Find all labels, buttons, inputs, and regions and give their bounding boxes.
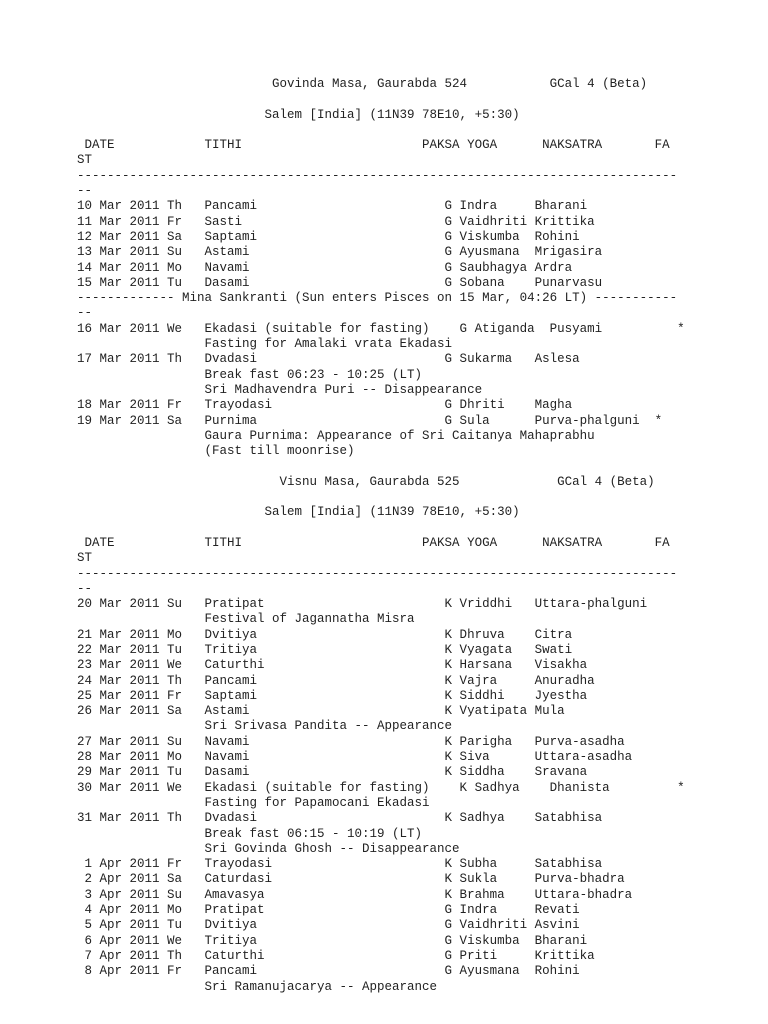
text-line [77,123,685,138]
text-line: 16 Mar 2011 We Ekadasi (suitable for fasting) G Atiganda Pusyami * [77,321,685,336]
text-line: 2 Apr 2011 Sa Caturdasi K Sukla Purva-bhadra [77,872,625,887]
text-line: -- [77,306,93,321]
text-line [77,521,685,536]
text-line: 22 Mar 2011 Tu Tritiya K Vyagata Swati [77,642,573,657]
text-line: 13 Mar 2011 Su Astami G Ayusmana Mrigasira [77,245,603,260]
text-line: Sri Madhavendra Puri -- Disappearance [77,382,483,397]
text-line: 24 Mar 2011 Th Pancami K Vajra Anuradha [77,673,595,688]
text-line: Gaura Purnima: Appearance of Sri Caitanya Mahaprabhu [77,428,595,443]
text-line: 20 Mar 2011 Su Pratipat K Vriddhi Uttara-phalguni [77,597,648,612]
text-line: Sri Govinda Ghosh -- Disappearance [77,841,460,856]
text-line: 19 Mar 2011 Sa Purnima G Sula Purva-phalguni * [77,413,663,428]
text-line: DATE TITHI PAKSA YOGA NAKSATRA FA [77,535,670,550]
text-line: 29 Mar 2011 Tu Dasami K Siddha Sravana [77,765,588,780]
text-line: 3 Apr 2011 Su Amavasya K Brahma Uttara-bhadra [77,887,633,902]
text-line: 6 Apr 2011 We Tritiya G Viskumba Bharani [77,933,588,948]
text-line: Break fast 06:23 - 10:25 (LT) [77,367,423,382]
text-line: Visnu Masa, Gaurabda 525 GCal 4 (Beta) [77,474,655,489]
text-line: -- [77,184,93,199]
text-line: 27 Mar 2011 Su Navami K Parigha Purva-asadha [77,734,625,749]
text-line: Govinda Masa, Gaurabda 524 GCal 4 (Beta) [77,77,648,91]
text-line: 14 Mar 2011 Mo Navami G Saubhagya Ardra [77,260,573,275]
text-line: Break fast 06:15 - 10:19 (LT) [77,826,423,841]
text-line: DATE TITHI PAKSA YOGA NAKSATRA FA [77,138,670,153]
text-line: 28 Mar 2011 Mo Navami K Siva Uttara-asadha [77,750,633,765]
text-line: 15 Mar 2011 Tu Dasami G Sobana Punarvasu [77,275,603,290]
text-line: Festival of Jagannatha Misra [77,612,415,627]
text-line: 18 Mar 2011 Fr Trayodasi G Dhriti Magha [77,398,573,413]
text-line: 11 Mar 2011 Fr Sasti G Vaidhriti Krittika [77,214,595,229]
text-line [77,92,685,107]
text-line: 17 Mar 2011 Th Dvadasi G Sukarma Aslesa [77,352,580,367]
text-line: 31 Mar 2011 Th Dvadasi K Sadhya Satabhisa [77,811,603,826]
text-line: ST [77,153,93,168]
text-line [77,490,685,505]
text-line: Fasting for Amalaki vrata Ekadasi [77,337,453,352]
text-line: 12 Mar 2011 Sa Saptami G Viskumba Rohini [77,229,580,244]
text-line: 7 Apr 2011 Th Caturthi G Priti Krittika [77,948,595,963]
text-line: Salem [India] (11N39 78E10, +5:30) [77,505,520,520]
text-line: Sri Srivasa Pandita -- Appearance [77,719,453,734]
text-line: -- [77,581,93,596]
text-line [77,459,685,474]
text-line: 5 Apr 2011 Tu Dvitiya G Vaidhriti Asvini [77,918,580,933]
text-line: Salem [India] (11N39 78E10, +5:30) [77,107,520,122]
calendar-document [77,77,685,995]
text-line: -------------------------------------------------------------------------------- [77,168,678,183]
text-line: 8 Apr 2011 Fr Pancami G Ayusmana Rohini [77,964,580,979]
text-line: 21 Mar 2011 Mo Dvitiya K Dhruva Citra [77,627,573,642]
text-line: -------------------------------------------------------------------------------- [77,566,678,581]
text-line: ST [77,551,93,566]
text-line: 1 Apr 2011 Fr Trayodasi K Subha Satabhisa [77,857,603,872]
text-line: 25 Mar 2011 Fr Saptami K Siddhi Jyestha [77,688,588,703]
text-line: Sri Ramanujacarya -- Appearance [77,979,438,994]
text-line: 4 Apr 2011 Mo Pratipat G Indra Revati [77,903,580,918]
text-line: 26 Mar 2011 Sa Astami K Vyatipata Mula [77,704,565,719]
text-line: (Fast till moonrise) [77,444,355,459]
text-line: ------------- Mina Sankranti (Sun enters Pisces on 15 Mar, 04:26 LT) ----------- [77,291,678,306]
text-line: 10 Mar 2011 Th Pancami G Indra Bharani [77,199,588,214]
text-line: 23 Mar 2011 We Caturthi K Harsana Visakha [77,658,588,673]
text-line: 30 Mar 2011 We Ekadasi (suitable for fasting) K Sadhya Dhanista * [77,780,685,795]
text-line: Fasting for Papamocani Ekadasi [77,795,430,810]
